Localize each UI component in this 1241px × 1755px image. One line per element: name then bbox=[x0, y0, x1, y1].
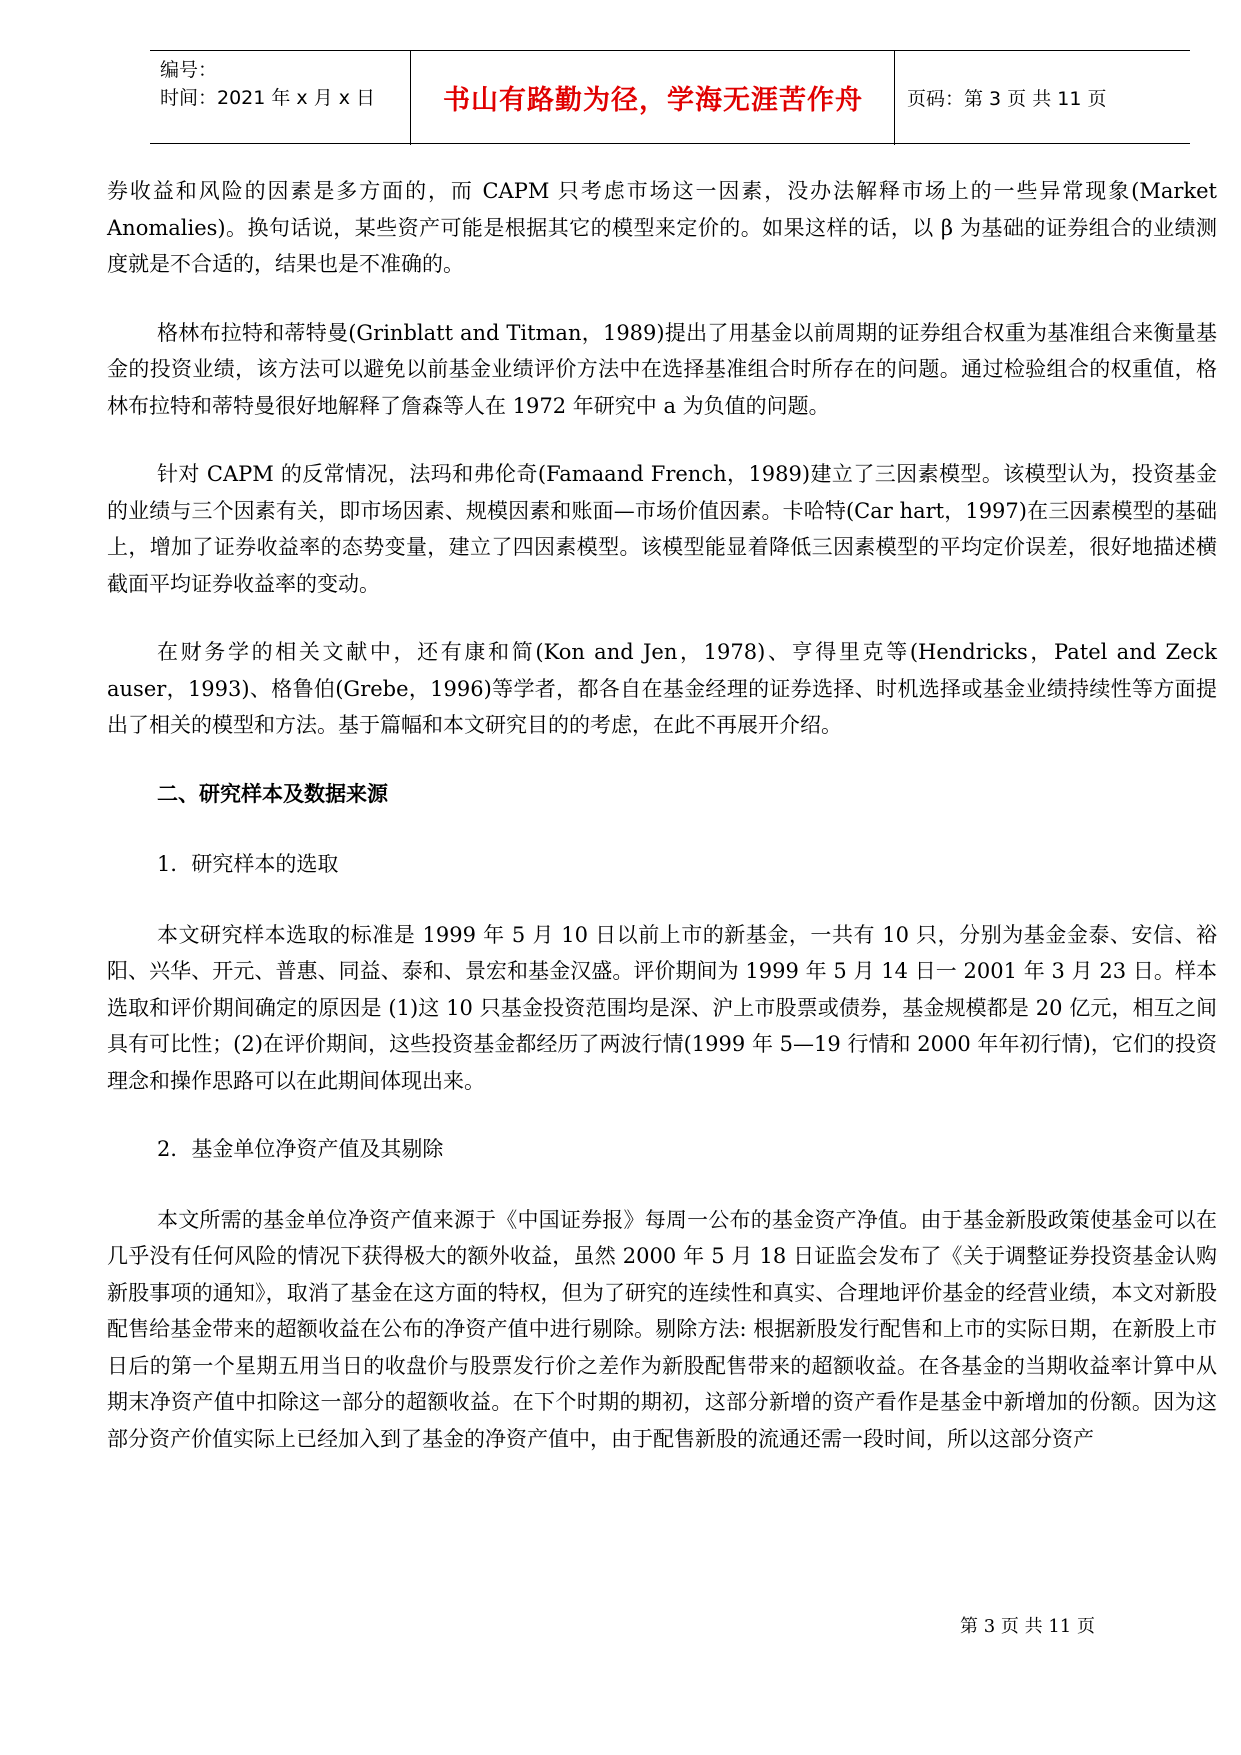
header-date-label: 时间：2021 年 x 月 x 日 bbox=[160, 87, 376, 109]
header-divider-right bbox=[894, 50, 895, 145]
subsection-heading-2: 2．基金单位净资产值及其剔除 bbox=[157, 1137, 444, 1161]
subsection-heading-1: 1．研究样本的选取 bbox=[157, 852, 339, 876]
page-header bbox=[150, 50, 1190, 145]
header-page-label: 页码：第 3 页 共 11 页 bbox=[907, 88, 1107, 110]
header-divider-left bbox=[410, 50, 411, 145]
page-footer: 第 3 页 共 11 页 bbox=[960, 1616, 1095, 1637]
paragraph-5: 本文研究样本选取的标准是 1999 年 5 月 10 日以前上市的新基金，一共有 10 只，分别为基金金泰、安信、裕阳、兴华、开元、普惠、同益、泰和、景宏和基金汉盛。评价期间为 1999 年 5 月 14 日一 2001 年 3 月 23 日。样本选取和评价期间确定的原因是 (1)这 10 只基金投资范围均是深、沪上市股票或债券，基金规模都是 20 亿元，相互之间具有可比性；(2)在评价期间，这些投资基金都经历了两波行情(1999 年 5—19 行情和 2000 年年初行情)，它们的投资理念和操作思路可以在此期间体现出来。 bbox=[107, 922, 1217, 1093]
header-number-label: 编号： bbox=[160, 59, 218, 81]
paragraph-4: 在财务学的相关文献中，还有康和简(Kon and Jen，1978)、亨得里克等(Hendricks，Patel and Zeck auser，1993)、格鲁伯(Grebe，1996)等学者，都各自在基金经理的证券选择、时机选择或基金业绩持续性等方面提出了相关的模型和方法。基于篇幅和本文研究目的的考虑，在此不再展开介绍。 bbox=[107, 640, 1217, 737]
paragraph-3: 针对 CAPM 的反常情况，法玛和弗伦奇(Famaand French，1989)建立了三因素模型。该模型认为，投资基金的业绩与三个因素有关，即市场因素、规模因素和账面—市场价值因素。卡哈特(Car hart，1997)在三因素模型的基础上，增加了证券收益率的态势变量，建立了四因素模型。该模型能显着降低三因素模型的平均定价误差，很好地描述横截面平均证券收益率的变动。 bbox=[107, 462, 1217, 596]
header-meta bbox=[160, 56, 405, 112]
paragraph-2: 格林布拉特和蒂特曼(Grinblatt and Titman，1989)提出了用基金以前周期的证券组合权重为基准组合来衡量基金的投资业绩，该方法可以避免以前基金业绩评价方法中在选择基准组合时所存在的问题。通过检验组合的权重值，格林布拉特和蒂特曼很好地解释了詹森等人在 1972 年研究中 a 为负值的问题。 bbox=[107, 320, 1217, 418]
paragraph-1: 券收益和风险的因素是多方面的，而 CAPM 只考虑市场这一因素，没办法解释市场上的一些异常现象(Market Anomalies)。换句话说，某些资产可能是根据其它的模型来定价的。如果这样的话，以 β 为基础的证券组合的业绩测度就是不合适的，结果也是不准确的。 bbox=[107, 179, 1217, 276]
header-motto: 书山有路勤为径，学海无涯苦作舟 bbox=[443, 85, 863, 116]
paragraph-6: 本文所需的基金单位净资产值来源于《中国证券报》每周一公布的基金资产净值。由于基金新股政策使基金可以在几乎没有任何风险的情况下获得极大的额外收益，虽然 2000 年 5 月 18 日证监会发布了《关于调整证券投资基金认购新股事项的通知》，取消了基金在这方面的特权，但为了研究的连续性和真实、合理地评价基金的经营业绩，本文对新股配售给基金带来的超额收益在公布的净资产值中进行剔除。剔除方法: 根据新股发行配售和上市的实际日期，在新股上市日后的第一个星期五用当日的收盘价与股票发行价之差作为新股配售带来的超额收益。在各基金的当期收益率计算中从期末净资产值中扣除这一部分的超额收益。在下个时期的期初，这部分新增的资产看作是基金中新增加的份额。因为这部分资产价值实际上已经加入到了基金的净资产值中，由于配售新股的流通还需一段时间，所以这部分资产 bbox=[107, 1207, 1217, 1451]
document-body bbox=[107, 173, 1217, 1489]
section-heading: 二、研究样本及数据来源 bbox=[157, 781, 388, 806]
